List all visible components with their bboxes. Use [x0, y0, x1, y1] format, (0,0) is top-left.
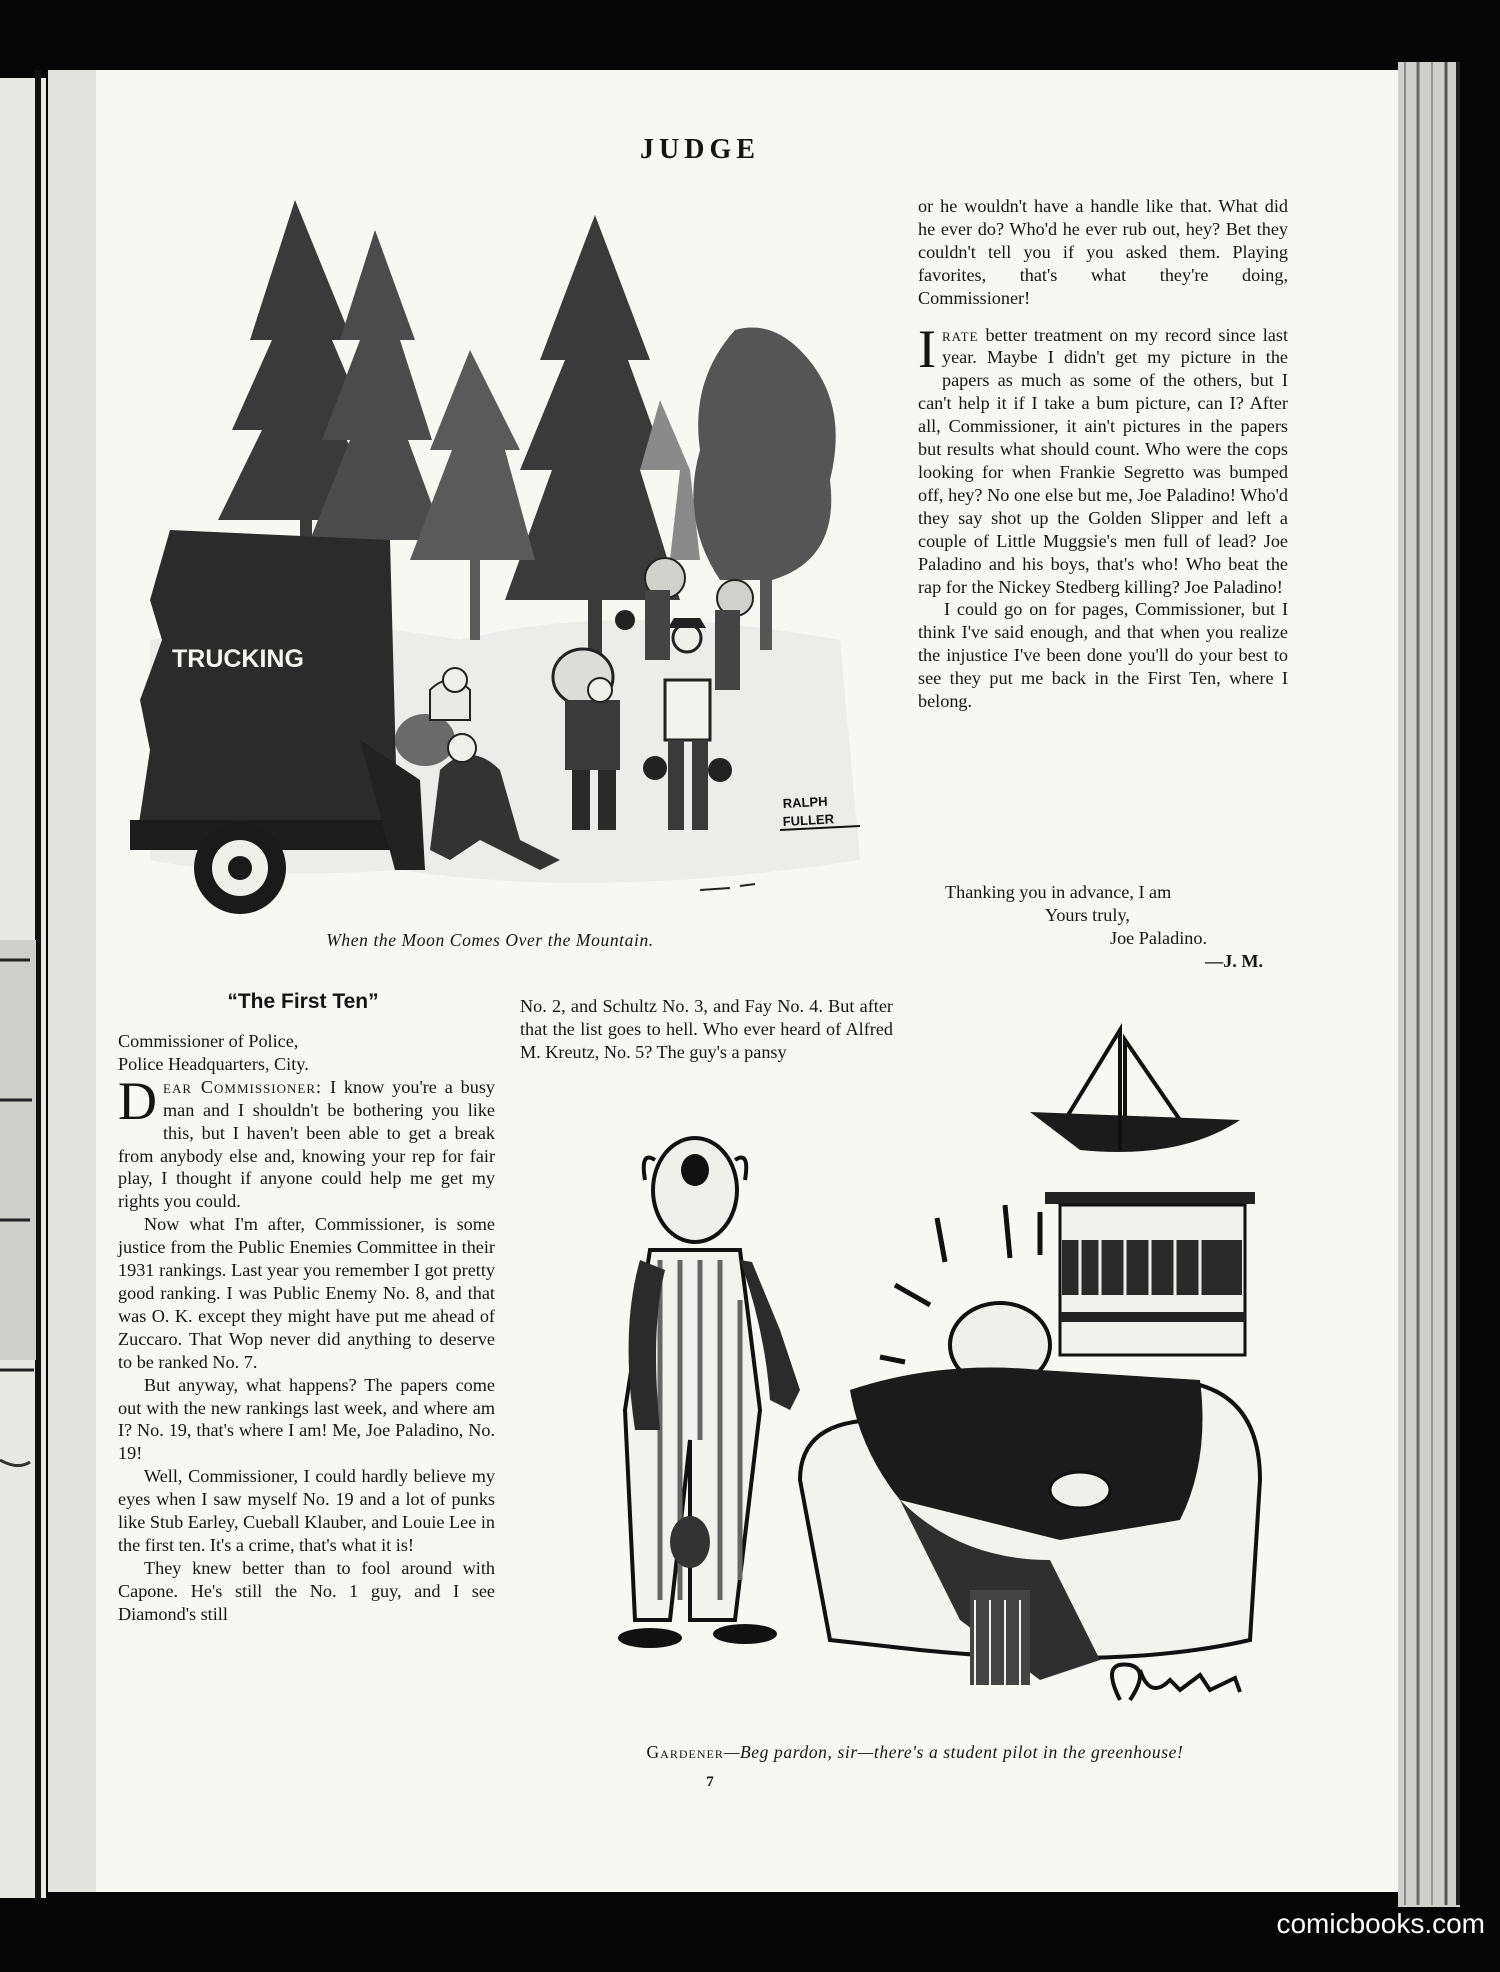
- bottom-cartoon-caption: [555, 1742, 1275, 1763]
- magazine-title-header: JUDGE: [640, 134, 760, 165]
- letter-paragraph-5-continued: No. 2, and Schultz No. 3, and Fay No. 4. But after that the list goes to hell. Who ever heard of Alfred M. Kreutz, No. 5? The guy's a pansy: [520, 996, 893, 1062]
- top-cartoon-caption: When the Moon Comes Over the Mountain.: [326, 930, 654, 950]
- page-number: 7: [706, 1774, 714, 1790]
- article-title: “The First Ten”: [227, 990, 379, 1013]
- closing-line: Thanking you in advance, I am: [945, 882, 1172, 902]
- drop-cap-d: D: [118, 1070, 157, 1131]
- valediction: Yours truly,: [1045, 905, 1130, 925]
- svg-text:RALPH: RALPH: [782, 793, 828, 811]
- svg-text:FULLER: FULLER: [782, 811, 835, 829]
- letter-continuation: or he wouldn't have a handle like that. What did he ever do? Who'd he ever rub out, hey? Bet they couldn't tell you if you asked them. Playing favorites, that's what they're doing, Commissioner!: [918, 196, 1288, 308]
- letter-paragraph-3: But anyway, what happens? The papers come out with the new rankings last week, and where am I? No. 19, that's where I am! Me, Joe Paladino, No. 19!: [118, 1374, 495, 1464]
- page-stack-edge: [1398, 62, 1460, 1907]
- previous-page-edge: [0, 70, 46, 1900]
- paragraph-1-body: I know you're a busy man and I shouldn't be bothering you like this, but I haven't been able to get a break from anybody else and, knowing your rep for fair play, I thought if anyone could help me get my rights you could.: [118, 1076, 496, 1212]
- sender-signature: Joe Paladino.: [1110, 928, 1207, 948]
- letter-paragraph-2: Now what I'm after, Commissioner, is some justice from the Public Enemies Committee in their 1931 rankings. Last year you remember I got pretty good ranking. I was Public Enemy No. 8, and that was O. K. except they might have put me ahead of Zuccaro. That Wop never did anything to deserve to be ranked No. 7.: [118, 1214, 495, 1372]
- caption-speaker: Gardener: [646, 1742, 724, 1762]
- address-line-2: Police Headquarters, City.: [118, 1053, 309, 1074]
- letter-left-column: [118, 1030, 495, 1626]
- caption-dialogue: —Beg pardon, sir—there's a student pilot in the greenhouse!: [723, 1742, 1184, 1762]
- letter-right-column: [918, 195, 1288, 713]
- author-initials: —J. M.: [1205, 951, 1264, 971]
- source-watermark: comicbooks.com: [1276, 1908, 1485, 1939]
- truck-sign: TRUCKING: [172, 645, 304, 673]
- paragraph-6-lead-word: rate: [941, 324, 979, 345]
- bookshelf: [1045, 1192, 1255, 1355]
- paragraph-6-body: better treatment on my record since last year. Maybe I didn't get my picture in the papers as much as some of the others, but I can't help it if I take a bum picture, can I? After all, Commissioner, it ain't pictures in the papers but results what should count. Who were the cops looking for when Frankie Segretto was bumped off, hey? No one else but me, Joe Paladino! Who'd they say shot up the Golden Slipper and left a couple of Little Muggsie's men full of lead? Joe Paladino and his boys, that's who! Who beat the rap for the Nickey Stedberg killing? Joe Paladino!: [918, 324, 1289, 597]
- letter-paragraph-6: [918, 318, 1289, 599]
- drop-cap-i: I: [918, 318, 936, 379]
- address-line-1: Commissioner of Police,: [118, 1031, 299, 1051]
- letter-paragraph-5: They knew better than to fool around with Capone. He's still the No. 1 guy, and I see Diamond's still: [118, 1557, 495, 1624]
- letter-middle-column: [520, 995, 893, 1064]
- letter-paragraph-7: I could go on for pages, Commissioner, but I think I've said enough, and that when you realize the injustice I've been done you'll do your best to see they put me back in the First Ten, where I belong.: [918, 599, 1288, 712]
- salutation: ear Commissioner:: [163, 1076, 323, 1097]
- letter-paragraph-4: Well, Commissioner, I could hardly believe my eyes when I saw myself No. 19 and a lot of punks like Stub Earley, Cueball Klauber, and Louie Lee in the first ten. It's a crime, that's what it is!: [118, 1466, 495, 1555]
- letter-paragraph-1: [118, 1070, 496, 1213]
